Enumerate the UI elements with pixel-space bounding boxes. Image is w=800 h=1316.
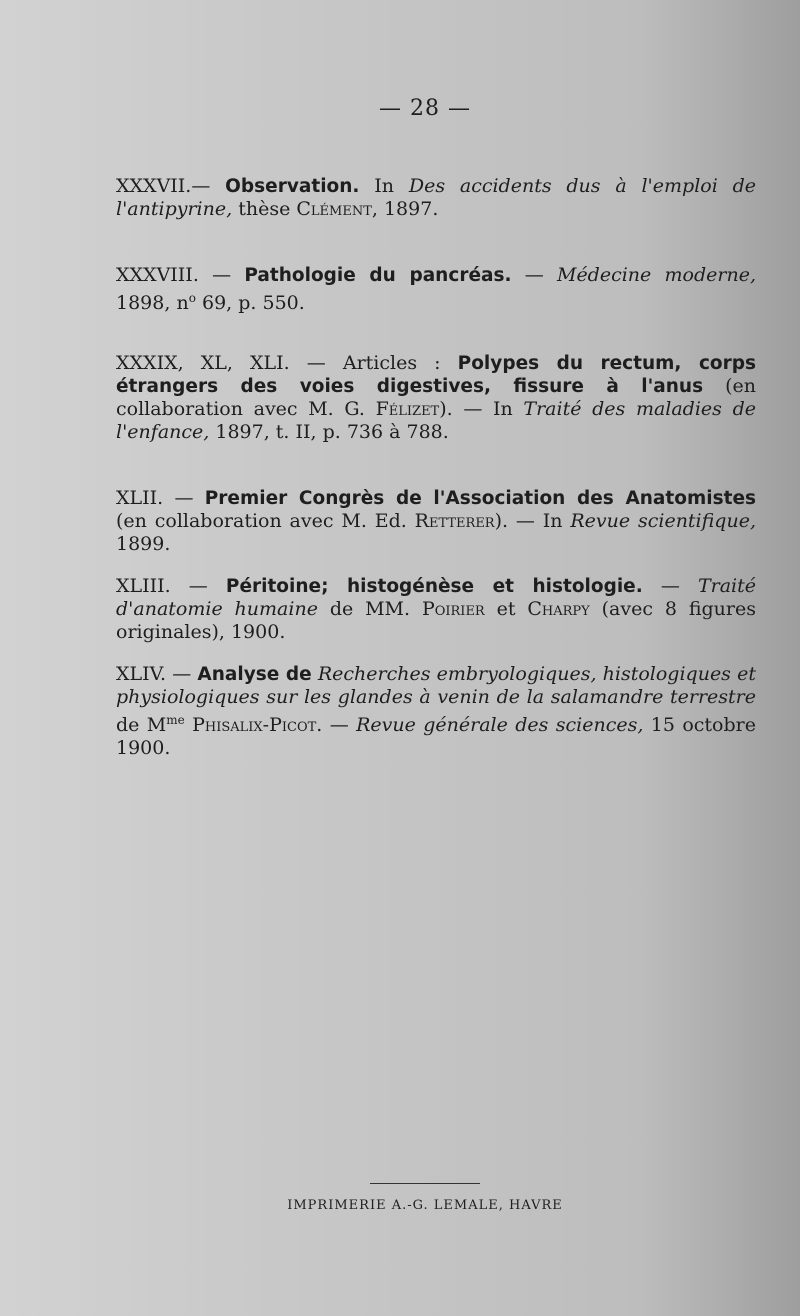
author-name: Charpy [527,598,590,620]
bibliography-entry-37 [116,175,756,221]
entry-source: Recherches embryologiques, histologiques et physiologiques sur les glandes à venin de la salamandre terrestre [116,663,756,708]
entry-year: 1897. [383,198,439,220]
superscript: me [166,713,185,727]
superscript: o [188,291,196,305]
entry-text: de MM. [329,598,411,620]
entry-text: — [660,575,680,597]
entry-text: (en collaboration avec M. G. [116,375,756,420]
entry-source: Médecine moderne, [556,264,756,286]
entry-title: Polypes du rectum, corps étrangers des voies digestives, fissure à l'anus [116,353,756,397]
entry-number: XXXIX, XL, XLI. — Articles : [116,352,441,374]
entry-title: Péritoine; histogénèse et histologie. [225,576,643,597]
entry-text: — [524,264,544,286]
entry-text: thèse [238,198,291,220]
entry-text: n [176,292,189,314]
entry-source: Revue scientifique, [570,510,756,532]
entry-source: Traité d'anatomie humaine [116,575,756,620]
entry-text: 69, p. 550. [201,292,305,314]
entry-title: Analyse de [197,664,312,685]
entry-journal: Revue générale des sciences, [356,714,644,736]
entry-text: (avec 8 figures originales), 1900. [116,598,756,643]
entry-year: 1899. [116,533,171,555]
bibliography-entry-42 [116,487,756,556]
bibliography-entry-38 [116,264,756,315]
entry-title: Premier Congrès de l'Association des Anatomistes [204,488,757,509]
printer-footer: IMPRIMERIE A.-G. LEMALE, HAVRE [287,1198,563,1213]
entry-title: Pathologie du pancréas. [244,265,512,286]
entry-text: 1898, [116,292,171,314]
entry-source: Des accidents dus à l'emploi de l'antipyrine, [116,175,757,220]
entry-title: Observation. [225,176,360,197]
entry-number: XXXVII.— [116,175,211,197]
entry-number: XLII. — [116,487,194,509]
entry-date: 15 octobre 1900. [116,714,756,759]
entry-number: XLIV. — [116,663,192,685]
entry-text: (en collaboration avec M. Ed. [116,510,407,532]
page-number: — 28 — [379,96,471,121]
author-name: Phisalix-Picot. [192,714,323,736]
entry-text: In [374,175,395,197]
author-name: Félizet [375,398,440,420]
author-name: Retterer [414,510,495,532]
footer-divider [370,1183,480,1184]
bibliography-entry-39-41 [116,352,756,444]
entry-source: Traité des maladies de l'enfance, [116,398,756,443]
entry-text: ). — In [439,398,513,420]
entry-text: ). — In [494,510,563,532]
entry-number: XXXVIII. — [116,264,232,286]
entry-text: et [496,598,516,620]
bibliography-entry-44 [116,663,756,760]
bibliography-entry-43 [116,575,756,644]
author-name: Clément, [296,198,378,220]
entry-text: 1897, t. II, p. 736 à 788. [215,421,449,443]
author-name: Poirier [421,598,485,620]
entry-text: — [329,714,349,736]
entry-text: de M [116,714,167,736]
entry-number: XLIII. — [116,575,208,597]
